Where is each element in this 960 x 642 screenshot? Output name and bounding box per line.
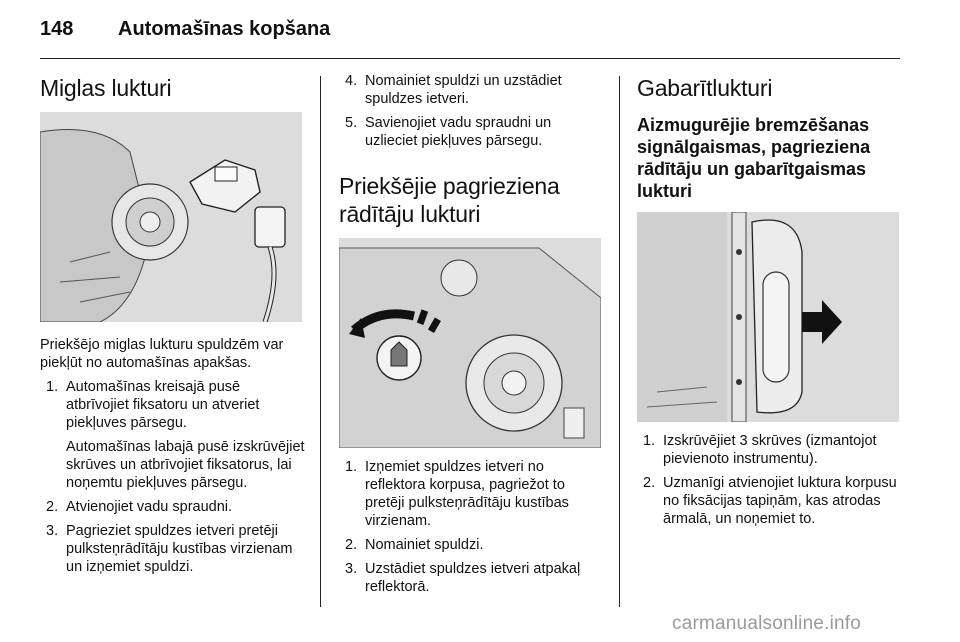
list-item [40,522,306,576]
side-lights-steps [637,432,903,528]
header-rule [40,58,900,59]
step-text: Uzmanīgi atvienojiet luktura korpusu no fiksācijas tapiņām, kas atrodas ārmalā, un noņemiet to. [663,475,897,527]
fog-lights-heading: Miglas lukturi [40,75,172,101]
step-text: Nomainiet spuldzi un uzstādiet spuldzes ietveri. [365,73,562,107]
step-text: Atvienojiet vadu spraudni. [66,499,233,515]
step-text: Automašīnas kreisajā pusē atbrīvojiet fiksatoru un atveriet piekļuves pārsegu. [66,379,260,431]
step-text: Uzstādiet spuldzes ietveri atpakaļ reflektorā. [365,561,581,595]
list-item [637,474,903,528]
list-item [339,536,605,554]
step-text: Izskrūvējiet 3 skrūves (izmantojot pievienoto instrumentu). [663,433,877,467]
step-number: 3. [345,561,358,577]
step-number: 3. [46,523,59,539]
column-fog-lights [40,74,306,576]
step-number: 1. [643,433,656,449]
step-number: 1. [345,459,358,475]
step-text: Nomainiet spuldzi. [365,537,484,553]
section-title: Automašīnas kopšana [118,18,331,40]
fog-lights-steps [40,378,306,576]
column-turn-signals [339,74,605,596]
column-divider [619,76,620,607]
step-text: Savienojiet vadu spraudni un uzlieciet piekļuves pārsegu. [365,115,552,149]
step-text: Pagrieziet spuldzes ietveri pretēji pulksteņrādītāju kustības virzienam un izņemiet spuldzi. [66,523,293,575]
step-number: 2. [46,499,59,515]
list-item [339,114,605,150]
list-item [339,72,605,108]
step-number: 2. [643,475,656,491]
turn-signals-steps [339,458,605,596]
step-text: Izņemiet spuldzes ietveri no reflektora korpusa, pagriežot to pretēji pulksteņrādītāju kustības virzienam. [365,459,569,529]
fog-light-bulb-illustration [40,112,302,322]
side-lights-subheading: Aizmugurējie bremzēšanas signālgaismas, pagrieziena rādītāju un gabarītgaismas lukturi [637,115,871,201]
list-item [339,560,605,596]
step-number: 4. [345,73,358,89]
column-side-lights [637,74,903,528]
step-number: 1. [46,379,59,395]
watermark: carmanualsonline.info [672,613,862,634]
side-lights-heading: Gabarītlukturi [637,75,773,101]
step-number: 2. [345,537,358,553]
fog-lights-steps-continued [339,72,605,150]
page-number: 148 [40,18,74,40]
page-header [40,18,330,48]
fog-lights-intro: Priekšējo miglas lukturu spuldzēm var piekļūt no automašīnas apakšas. [40,337,284,371]
step-number: 5. [345,115,358,131]
list-item [339,458,605,530]
step-subtext: Automašīnas labajā pusē izskrūvējiet skrūves un atbrīvojiet fiksatorus, lai noņemtu piekļuves pārsegu. [66,439,305,491]
list-item [40,378,306,492]
turn-signals-heading: Priekšējie pagrieziena rādītāju lukturi [339,173,560,227]
list-item [40,498,306,516]
tail-light-illustration [637,212,899,422]
list-item [637,432,903,468]
turn-signal-bulb-illustration [339,238,601,448]
column-divider [320,76,321,607]
